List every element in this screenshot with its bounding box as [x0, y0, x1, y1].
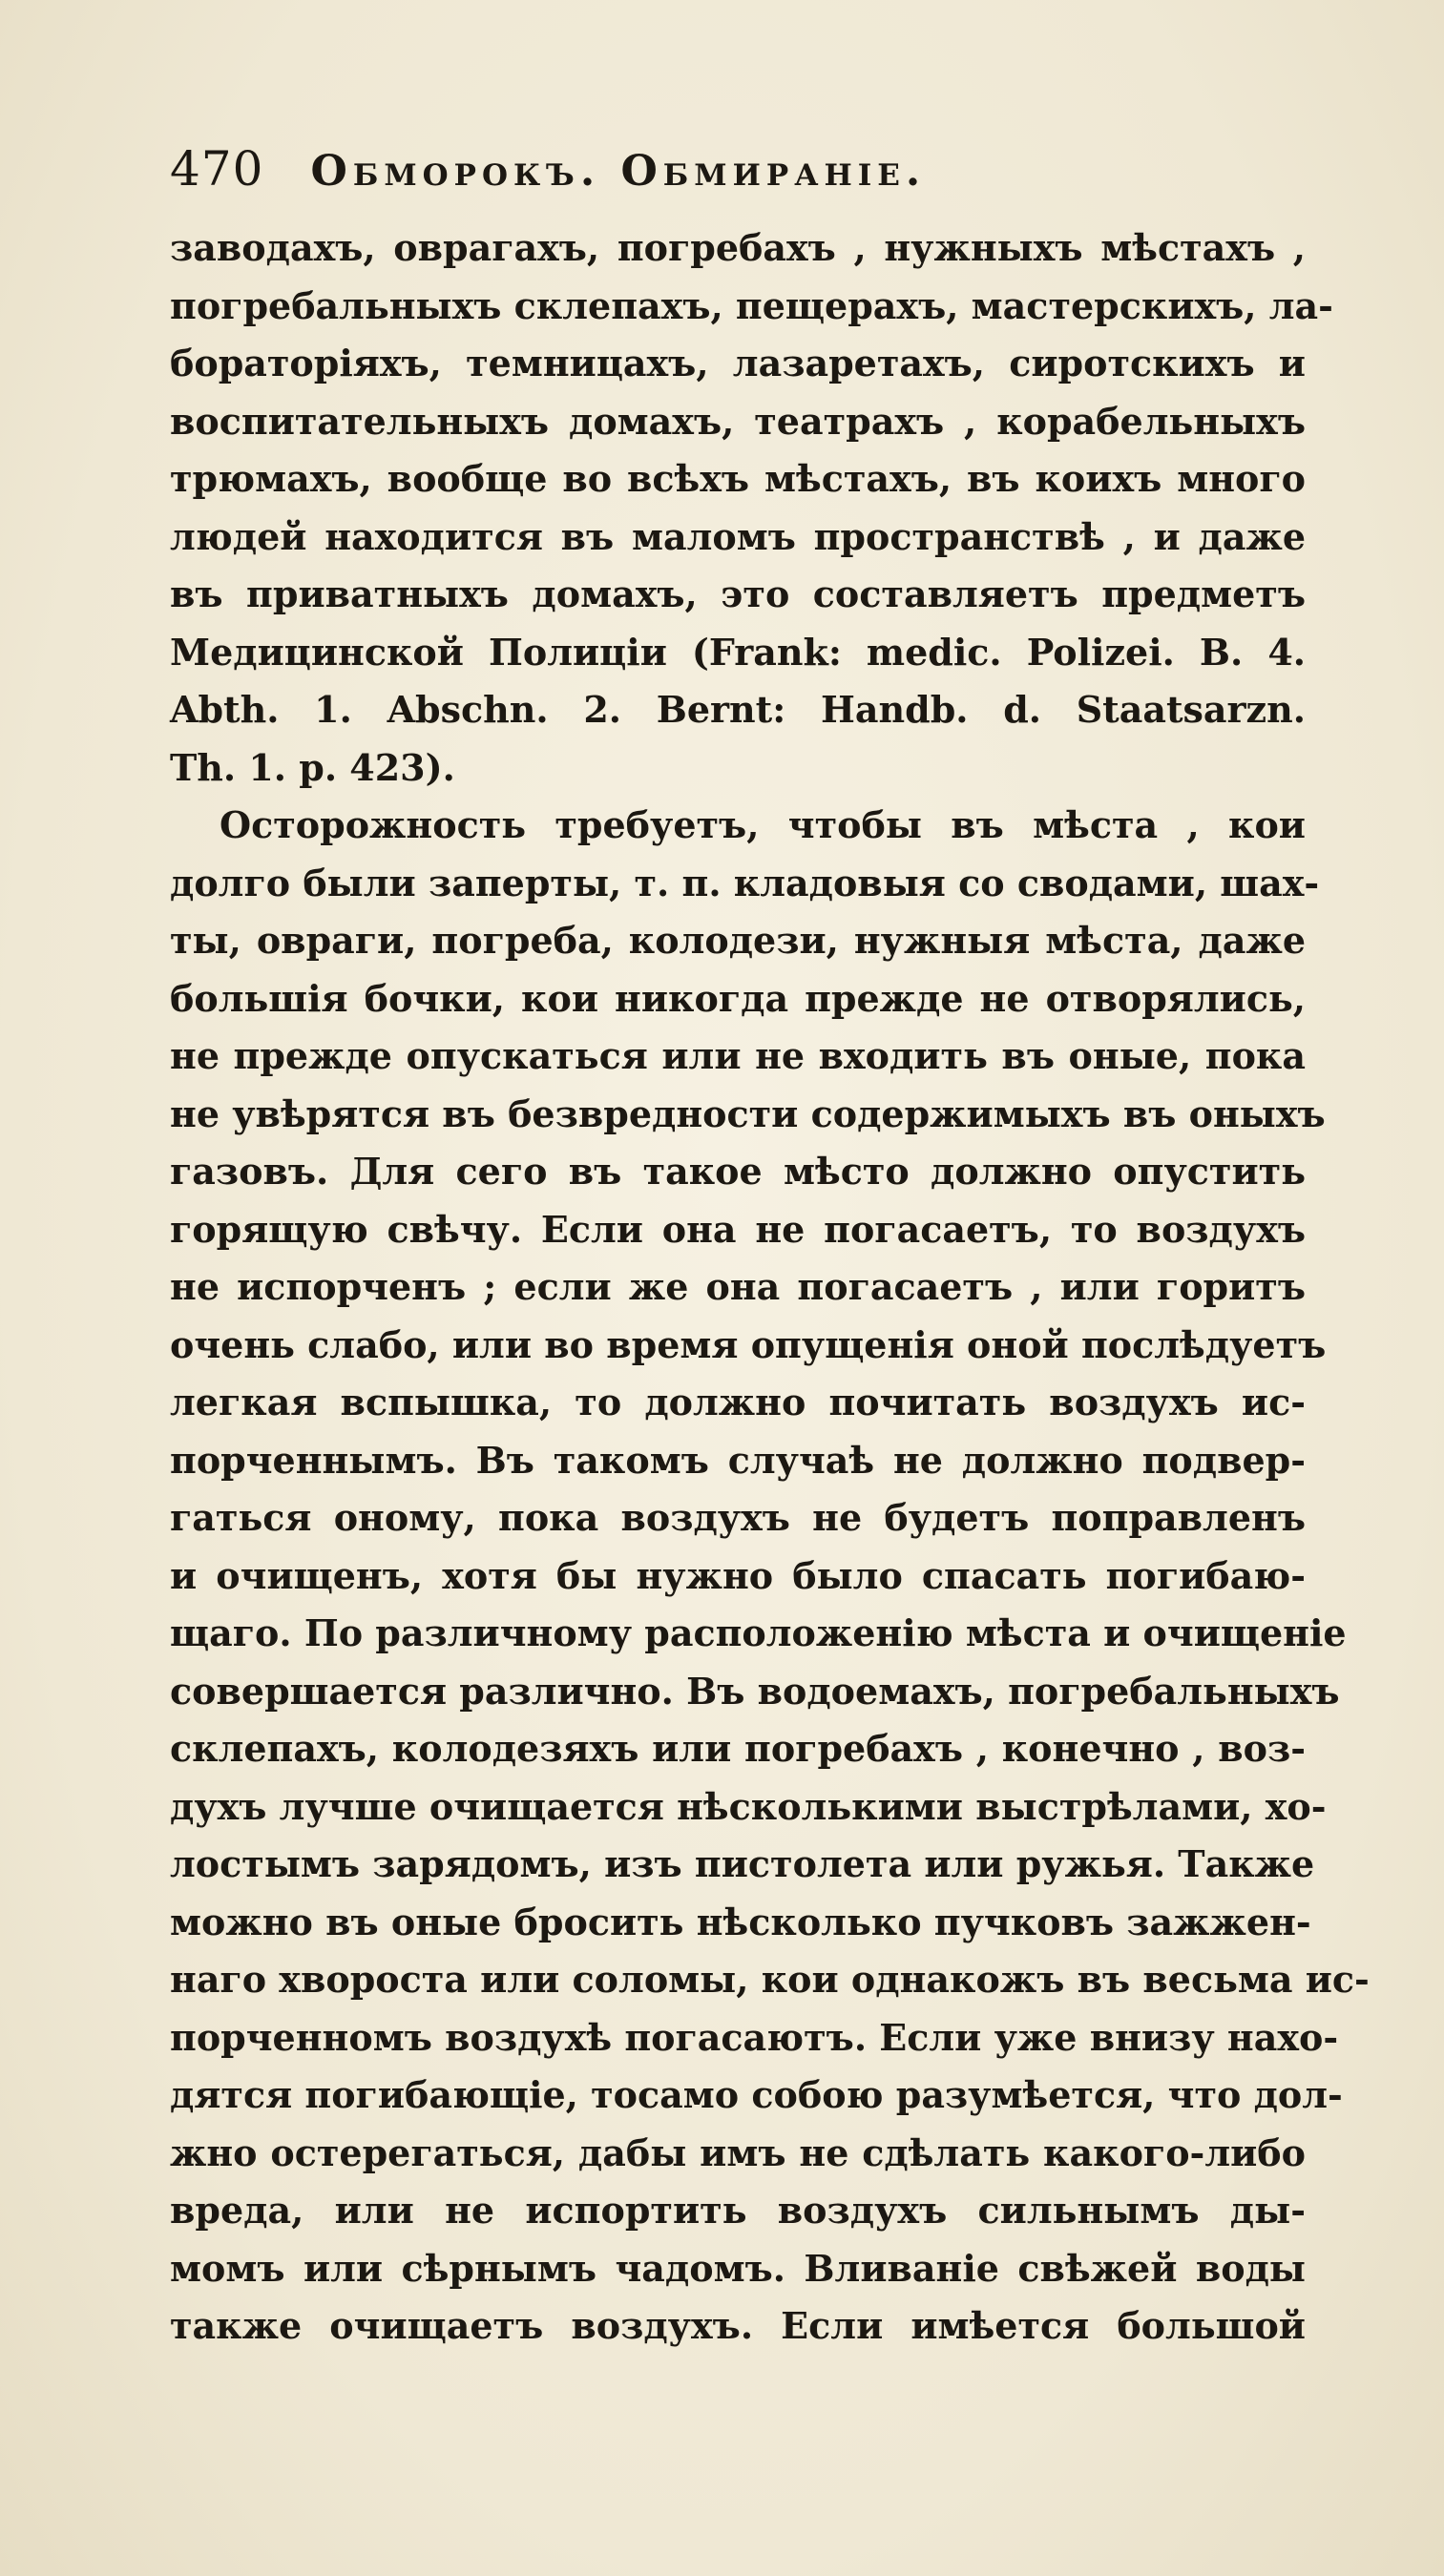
text-line: трюмахъ, вообще во всѣхъ мѣстахъ, въ коихъ много: [170, 457, 1306, 500]
text-line: газовъ. Для сего въ такое мѣсто должно опустить: [170, 1150, 1306, 1193]
text-line: щаго. По различному расположенiю мѣста и очищенiе: [170, 1611, 1347, 1654]
text-line: жно остерегаться, дабы имъ не сдѣлать какого-либо: [170, 2130, 1306, 2174]
text-line: заводахъ, оврагахъ, погребахъ , нужныхъ мѣстахъ ,: [170, 226, 1306, 269]
text-line: дятся погибающiе, тосамо собою разумѣется, что дол-: [170, 2073, 1343, 2116]
text-line: очень слабо, или во время опущенiя оной послѣдуетъ: [170, 1322, 1327, 1366]
text-line: и очищенъ, хотя бы нужно было спасать погибаю-: [170, 1553, 1306, 1597]
text-line: Осторожность требуетъ, чтобы въ мѣста , кои: [220, 803, 1306, 846]
text-line: не прежде опускаться или не входить въ оные, пока: [170, 1034, 1306, 1077]
text-line: порченнымъ. Въ такомъ случаѣ не должно подвер-: [170, 1438, 1306, 1482]
page-header: [170, 141, 1315, 218]
text-line: также очищаетъ воздухъ. Если имѣется большой: [170, 2304, 1306, 2347]
page-number: 470: [170, 141, 264, 197]
text-line: Abth. 1. Abschn. 2. Bernt: Handb. d. Staatsarzn.: [170, 688, 1306, 731]
text-line: долго были заперты, т. п. кладовыя со сводами, шах-: [170, 861, 1320, 904]
running-head: Обморокъ. Обмиранiе.: [310, 147, 927, 196]
text-line: Th. 1. p. 423).: [170, 745, 455, 789]
text-line: вреда, или не испортить воздухъ сильнымъ ды-: [170, 2189, 1306, 2232]
text-line: легкая вспышка, то должно почитать воздухъ ис-: [170, 1381, 1306, 1423]
text-line: горящую свѣчу. Если она не погасаетъ, то воздухъ: [170, 1207, 1306, 1251]
page-body: [170, 219, 1370, 2356]
text-line: людей находится въ маломъ пространствѣ , и даже: [170, 514, 1306, 558]
text-line: склепахъ, колодезяхъ или погребахъ , конечно , воз-: [170, 1727, 1306, 1770]
text-line: въ приватныхъ домахъ, это составляетъ предметъ: [170, 572, 1306, 615]
text-line: можно въ оные бросить нѣсколько пучковъ зажжен-: [170, 1900, 1311, 1943]
text-line: гаться оному, пока воздухъ не будетъ поправленъ: [170, 1496, 1306, 1539]
text-line: Медицинской Полицiи (Frank: medic. Polizei. B. 4.: [170, 630, 1306, 674]
text-line: большiя бочки, кои никогда прежде не отворялись,: [170, 976, 1306, 1020]
text-line: не испорченъ ; если же она погасаетъ , или горитъ: [170, 1265, 1306, 1308]
text-line: порченномъ воздухѣ погасаютъ. Если уже внизу нахо-: [170, 2015, 1339, 2059]
text-line: погребальныхъ склепахъ, пещерахъ, мастерскихъ, ла-: [170, 283, 1333, 327]
text-line: не увѣрятся въ безвредности содержимыхъ въ оныхъ: [170, 1091, 1326, 1135]
text-line: бораторiяхъ, темницахъ, лазаретахъ, сиротскихъ и: [170, 342, 1306, 384]
text-line: ты, овраги, погреба, колодези, нужныя мѣста, даже: [170, 919, 1306, 962]
text-line: наго хвороста или соломы, кои однакожъ въ весьма ис-: [170, 1958, 1370, 2001]
paragraph-2: [170, 797, 1370, 2356]
text-line: лостымъ зарядомъ, изъ пистолета или ружья. Также: [170, 1842, 1315, 1885]
text-line: воспитательныхъ домахъ, театрахъ , корабельныхъ: [170, 399, 1306, 443]
text-line: совершается различно. Въ водоемахъ, погребальныхъ: [170, 1669, 1340, 1713]
text-line: момъ или сѣрнымъ чадомъ. Вливанiе свѣжей воды: [170, 2246, 1306, 2290]
paragraph-1: [170, 219, 1333, 797]
text-line: духъ лучше очищается нѣсколькими выстрѣлами, хо-: [170, 1784, 1327, 1828]
